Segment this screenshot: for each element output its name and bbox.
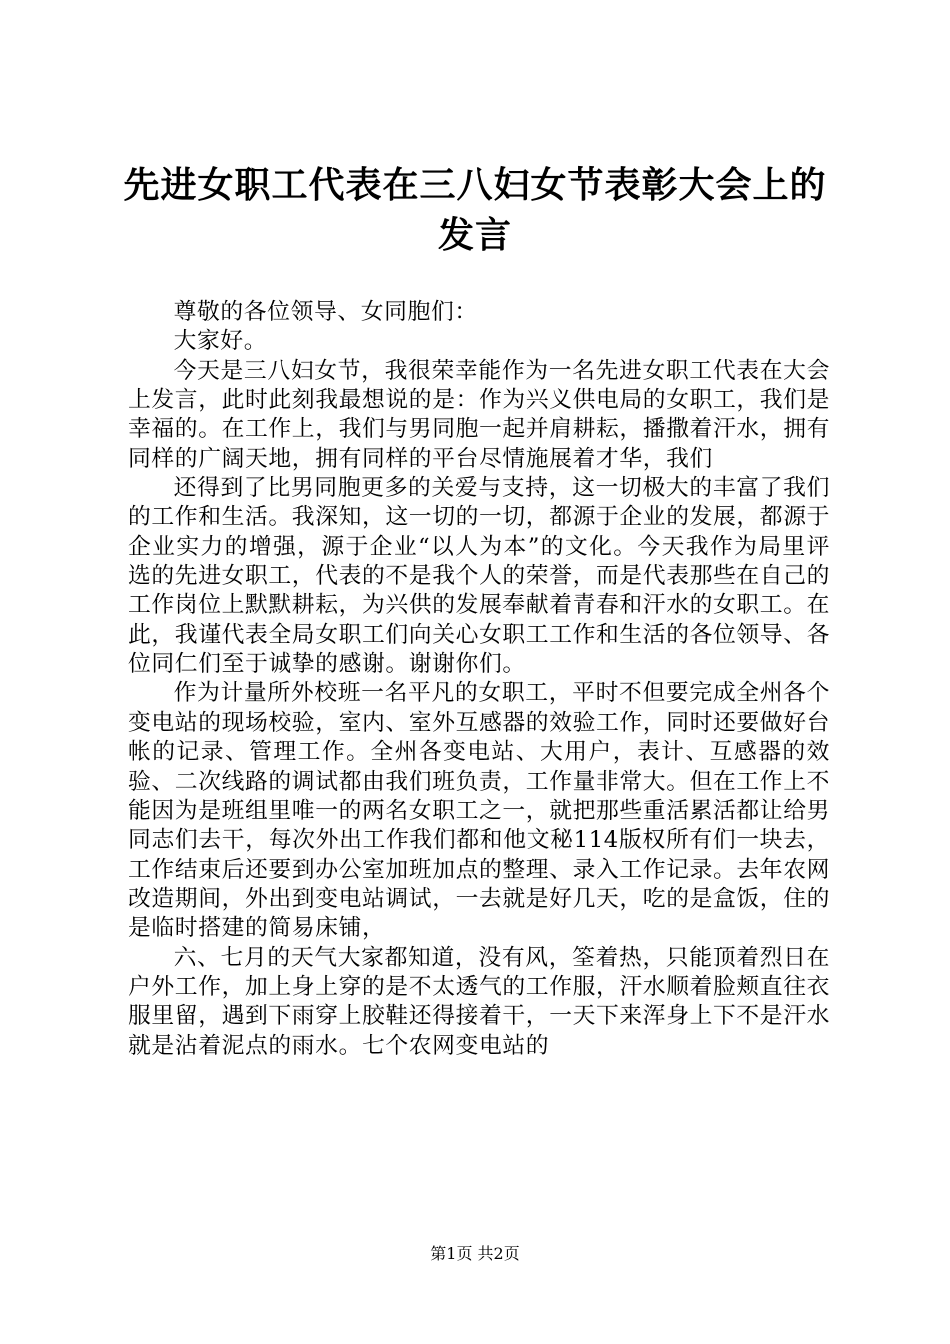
paragraph-salutation: 尊敬的各位领导、女同胞们： <box>173 299 478 325</box>
paragraph-greeting: 大家好。 <box>173 328 268 355</box>
document-title: 先进女职工代表在三八妇女节表彰大会上的发言 <box>123 164 827 256</box>
paragraph: 作为计量所外校班一名平凡的女职工，平时不但要完成全州各个变电站的现场校验，室内、室外互感器的效验工作，同时还要做好台帐的记录、管理工作。全州各变电站、大用户，表计、互感器的效验、二次线路的调试都由我们班负责，工作量非常大。但在工作上不能因为是班组里唯一的两名女职工之一，就把那些重活累活都让给男同志们去干，每次外出工作我们都和他文秘114版权所有们一块去，工作结束后还要到办公室加班加点的整理、录入工作记录。去年农网改造期间，外出到变电站调试，一去就是好几天，吃的是盒饭，住的是临时搭建的简易床铺， <box>128 680 830 942</box>
page-footer: 第1页 共2页 <box>430 1244 520 1263</box>
document-body <box>128 298 830 1061</box>
paragraph: 还得到了比男同胞更多的关爱与支持，这一切极大的丰富了我们的工作和生活。我深知，这一切的一切，都源于企业的发展，都源于企业实力的增强，源于企业“以人为本”的文化。今天我作为局里评选的先进女职工，代表的不是我个人的荣誉，而是代表那些在自己的工作岗位上默默耕耘，为兴供的发展奉献着青春和汗水的女职工。在此，我谨代表全局女职工们向关心女职工工作和生活的各位领导、各位同仁们至于诚挚的感谢。谢谢你们。 <box>128 475 830 678</box>
paragraph: 今天是三八妇女节，我很荣幸能作为一名先进女职工代表在大会上发言，此时此刻我最想说的是：作为兴义供电局的女职工，我们是幸福的。在工作上，我们与男同胞一起并肩耕耘，播撒着汗水，拥有同样的广阔天地，拥有同样的平台尽情施展着才华，我们 <box>128 357 830 472</box>
paragraph: 六、七月的天气大家都知道，没有风，筌着热，只能顶着烈日在户外工作，加上身上穿的是不太透气的工作服，汗水顺着脸颊直往衣服里留，遇到下雨穿上胶鞋还得接着干，一天下来浑身上下不是汗水就是沾着泥点的雨水。七个农网变电站的 <box>128 944 830 1059</box>
